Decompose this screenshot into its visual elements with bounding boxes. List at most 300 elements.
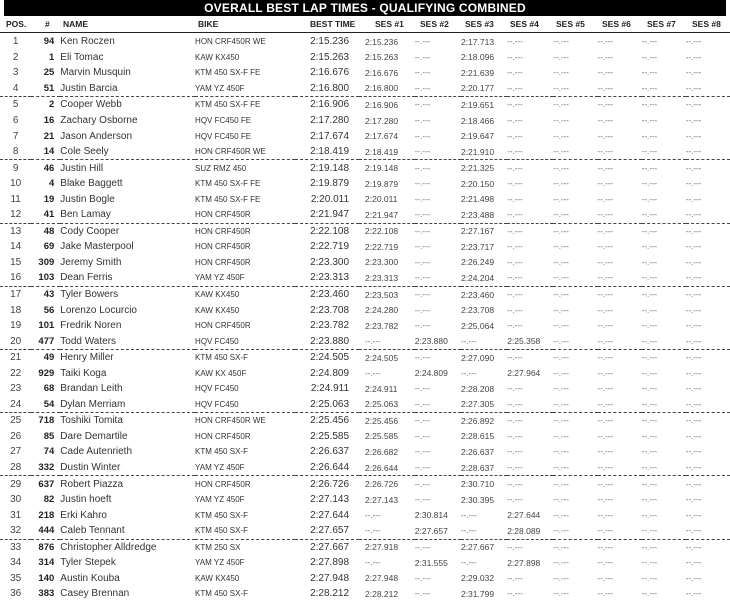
session-8-time: --.--- (685, 431, 702, 441)
session-8-time: --.--- (685, 179, 702, 189)
table-row (0, 302, 730, 318)
session-1-time: 2:16.800 (359, 81, 415, 97)
session-4-time: --.--- (507, 431, 523, 441)
session-6-time: --.--- (597, 163, 614, 173)
session-3-time: 2:19.651 (460, 99, 495, 110)
session-1-time: 2:27.948 (365, 573, 399, 584)
session-6-time: --.--- (597, 257, 614, 267)
session-8-time: --.--- (685, 290, 702, 300)
best-time: 2:22.108 (310, 225, 350, 237)
position: 27 (10, 446, 22, 458)
best-time: 2:24.505 (310, 352, 350, 364)
session-6-time: --.--- (597, 131, 614, 141)
session-3-time: 2:27.167 (460, 226, 495, 237)
col-header-name: NAME (63, 19, 89, 29)
position: 31 (10, 509, 22, 521)
bike: KTM 250 SX (195, 542, 241, 552)
session-4-time: --.--- (507, 226, 523, 236)
best-time: 2:19.879 (310, 178, 350, 190)
rider-name: Casey Brennan (60, 588, 130, 600)
best-time: 2:19.148 (310, 162, 350, 174)
rider-name: Dare Demartile (60, 430, 128, 442)
rider-name: Zachary Osborne (60, 115, 138, 126)
session-5-time: --.--- (553, 131, 569, 141)
position: 34 (10, 557, 22, 569)
best-time: 2:16.906 (310, 99, 350, 111)
session-3-time: --.--- (460, 368, 477, 378)
table-row (0, 413, 730, 429)
session-5-time: --.--- (553, 431, 569, 441)
position: 5 (12, 99, 19, 111)
session-2-time: --.--- (415, 460, 461, 476)
session-5-time: --.--- (553, 144, 597, 160)
session-3-time: 2:23.708 (460, 305, 495, 316)
session-6-time: --.--- (597, 116, 614, 125)
session-7-time: --.--- (641, 194, 658, 204)
session-5-time: --.--- (553, 384, 569, 394)
session-1-time: --.--- (359, 523, 415, 539)
rider-number: 1 (48, 51, 55, 63)
session-5-time: --.--- (553, 416, 569, 426)
session-3-time: --.--- (460, 510, 477, 520)
position: 16 (0, 270, 31, 286)
session-4-time: --.--- (507, 68, 523, 78)
bike: KTM 450 SX-F (195, 523, 295, 539)
rider-number: 43 (43, 289, 55, 301)
session-2-time: --.--- (414, 573, 431, 583)
table-row (0, 586, 730, 602)
rider-name: Taiki Koga (60, 367, 107, 379)
session-6-time: --.--- (597, 194, 614, 204)
session-6-time: --.--- (597, 368, 614, 378)
session-5-time: --.--- (553, 116, 569, 125)
rider-name: Caleb Tennant (60, 523, 195, 539)
session-8-time: --.--- (685, 52, 702, 62)
session-2-time: --.--- (414, 116, 431, 125)
session-1-time: --.--- (365, 510, 381, 520)
session-7-time: --.--- (641, 589, 658, 599)
best-time: 2:18.419 (295, 144, 359, 160)
bike: KTM 450 SX-F FE (195, 68, 261, 78)
table-row (0, 555, 730, 571)
bike: KAW KX450 (195, 52, 240, 62)
table-row (0, 333, 730, 349)
session-6-time: --.--- (598, 270, 642, 286)
session-7-time: --.--- (641, 37, 658, 47)
session-6-time: --.--- (597, 558, 614, 568)
session-1-time: 2:17.280 (365, 115, 399, 126)
session-5-time: --.--- (553, 589, 569, 599)
best-time: 2:27.948 (310, 572, 350, 584)
session-2-time: --.--- (414, 384, 431, 394)
session-2-time: --.--- (415, 397, 461, 413)
table-row (0, 492, 730, 508)
session-3-time: 2:31.799 (460, 588, 495, 599)
session-2-time: --.--- (414, 495, 431, 505)
session-6-time: --.--- (598, 333, 642, 349)
session-8-time: --.--- (685, 116, 702, 125)
session-7-time: --.--- (641, 321, 658, 331)
session-4-time: --.--- (507, 144, 553, 160)
session-2-time: --.--- (414, 194, 431, 204)
bike: HON CRF450R (195, 431, 251, 441)
bike: YAM YZ 450F (195, 270, 295, 286)
session-6-time: --.--- (598, 207, 642, 223)
rider-number: 74 (43, 446, 55, 458)
session-8-time: --.--- (685, 510, 702, 520)
session-5-time: --.--- (553, 523, 597, 539)
table-row (0, 381, 730, 397)
session-2-time: --.--- (414, 479, 431, 489)
session-8-time: --.--- (686, 333, 730, 349)
position: 6 (12, 115, 19, 126)
rider-name: Christopher Alldredge (60, 541, 157, 553)
rider-number: 218 (38, 509, 55, 521)
position: 3 (12, 67, 19, 79)
session-7-time: --.--- (641, 68, 658, 78)
rider-number: 140 (38, 572, 55, 584)
session-8-time: --.--- (685, 242, 702, 252)
session-2-time: --.--- (414, 589, 431, 599)
session-2-time: --.--- (415, 270, 461, 286)
session-7-time: --.--- (641, 52, 658, 62)
session-6-time: --.--- (598, 144, 642, 160)
session-1-time: 2:16.906 (365, 99, 399, 110)
session-5-time: --.--- (553, 542, 569, 552)
table-row (0, 318, 730, 334)
bike: YAM YZ 450F (195, 81, 295, 97)
best-time: 2:23.708 (310, 304, 350, 316)
session-5-time: --.--- (553, 37, 569, 47)
session-1-time: 2:18.419 (359, 144, 415, 160)
session-7-time: --.--- (641, 257, 658, 267)
best-time: 2:16.800 (295, 81, 359, 97)
table-row (0, 191, 730, 207)
session-1-time: 2:17.674 (365, 131, 399, 142)
session-6-time: --.--- (598, 81, 642, 97)
session-2-time: --.--- (415, 207, 461, 223)
rider-number: 4 (48, 178, 55, 190)
rider-name: Justin Barcia (60, 81, 195, 97)
rider-number: 46 (43, 162, 55, 174)
bike: KTM 450 SX-F FE (195, 179, 261, 189)
session-7-time: --.--- (642, 81, 686, 97)
rider-name: Dean Ferris (60, 270, 195, 286)
session-3-time: 2:30.710 (460, 479, 495, 490)
session-8-time: --.--- (686, 270, 730, 286)
rider-number: 25 (43, 67, 55, 79)
session-5-time: --.--- (553, 573, 569, 583)
col-header-ses3: SES #3 (465, 19, 494, 29)
session-4-time: --.--- (507, 194, 523, 204)
session-5-time: --.--- (553, 257, 569, 267)
rider-number: 49 (43, 352, 55, 364)
session-6-time: --.--- (597, 495, 614, 505)
bike: KAW KX 450F (195, 368, 247, 378)
session-3-time: 2:27.667 (460, 542, 495, 553)
session-4-time: --.--- (507, 100, 523, 110)
session-6-time: --.--- (597, 447, 614, 457)
session-4-time: --.--- (507, 460, 553, 476)
session-7-time: --.--- (641, 163, 658, 173)
rider-number: 56 (43, 304, 55, 316)
col-header-bike: BIKE (198, 19, 219, 29)
session-4-time: --.--- (507, 573, 523, 583)
session-4-time: --.--- (507, 416, 523, 426)
session-2-time: --.--- (414, 68, 431, 78)
session-2-time: --.--- (414, 353, 431, 363)
session-3-time: 2:23.717 (460, 241, 495, 252)
session-4-time: --.--- (507, 179, 523, 189)
rider-name: Todd Waters (60, 333, 195, 349)
best-time: 2:17.280 (310, 115, 350, 126)
col-header-ses8: SES #8 (692, 19, 721, 29)
session-3-time: 2:18.466 (460, 115, 495, 126)
rider-number: 309 (38, 256, 55, 268)
lap-times-table (0, 34, 730, 602)
column-header-row (0, 18, 730, 33)
session-5-time: --.--- (553, 270, 597, 286)
table-row (0, 176, 730, 192)
session-7-time: --.--- (641, 495, 658, 505)
session-5-time: --.--- (553, 290, 569, 300)
best-time: 2:24.911 (310, 383, 350, 395)
session-6-time: --.--- (598, 523, 642, 539)
session-2-time: 2:24.809 (414, 368, 448, 379)
rider-name: Dustin Winter (60, 460, 195, 476)
session-6-time: --.--- (597, 321, 614, 331)
best-time: 2:27.143 (310, 494, 350, 506)
best-time: 2:27.644 (310, 509, 350, 521)
best-time: 2:27.667 (310, 541, 350, 553)
bike: HON CRF450R WE (195, 416, 266, 426)
table-row (0, 160, 730, 176)
session-1-time: 2:23.313 (359, 270, 415, 286)
bike: HON CRF450R (195, 242, 251, 252)
table-row (0, 65, 730, 81)
position: 25 (10, 415, 22, 427)
session-7-time: --.--- (641, 116, 658, 125)
session-7-time: --.--- (641, 353, 658, 363)
bike: YAM YZ 450F (195, 460, 295, 476)
rider-number: 332 (31, 460, 60, 476)
session-4-time: --.--- (507, 495, 523, 505)
position: 32 (0, 523, 31, 539)
rider-name: Jason Anderson (60, 130, 132, 142)
bike: HON CRF450R (195, 207, 295, 223)
session-4-time: --.--- (507, 353, 523, 363)
session-7-time: --.--- (641, 131, 658, 141)
position: 8 (0, 144, 31, 160)
bike: HON CRF450R WE (195, 144, 295, 160)
best-time: 2:28.212 (310, 588, 350, 600)
rider-number: 16 (43, 115, 55, 126)
session-6-time: --.--- (597, 479, 614, 489)
rider-number: 85 (43, 430, 55, 442)
session-5-time: --.--- (553, 100, 569, 110)
session-1-time: 2:21.947 (359, 207, 415, 223)
session-1-time: 2:27.143 (365, 494, 399, 505)
bike: HQV FC450 FE (195, 116, 252, 125)
table-row (0, 539, 730, 555)
table-row (0, 507, 730, 523)
table-row (0, 207, 730, 223)
session-5-time: --.--- (553, 321, 569, 331)
session-3-time: 2:20.177 (461, 81, 507, 97)
table-row (0, 128, 730, 144)
session-2-time: --.--- (415, 144, 461, 160)
session-8-time: --.--- (686, 397, 730, 413)
session-4-time: --.--- (507, 589, 523, 599)
table-row (0, 397, 730, 413)
best-time: 2:20.011 (310, 193, 350, 205)
best-time: 2:21.947 (295, 207, 359, 223)
rider-name: Eli Tomac (60, 51, 104, 63)
table-body (0, 34, 730, 602)
rider-number: 19 (43, 193, 55, 205)
position: 7 (12, 130, 19, 142)
best-time: 2:23.782 (310, 320, 350, 332)
position: 10 (10, 178, 22, 190)
best-time: 2:23.313 (295, 270, 359, 286)
rider-number: 51 (31, 81, 60, 97)
rider-name: Cole Seely (60, 144, 195, 160)
bike: KTM 450 SX-F (195, 353, 248, 363)
session-5-time: --.--- (553, 368, 569, 378)
session-7-time: --.--- (642, 270, 686, 286)
table-row (0, 255, 730, 271)
session-2-time: --.--- (415, 81, 461, 97)
session-8-time: --.--- (685, 589, 702, 599)
table-row (0, 349, 730, 365)
session-2-time: --.--- (414, 226, 431, 236)
session-7-time: --.--- (641, 416, 658, 426)
position: 13 (10, 225, 22, 237)
session-1-time: 2:25.456 (365, 415, 399, 426)
best-time: 2:25.585 (310, 430, 350, 442)
session-7-time: --.--- (642, 460, 686, 476)
session-3-time: 2:21.325 (460, 163, 495, 174)
session-3-time: --.--- (461, 523, 507, 539)
session-5-time: --.--- (553, 179, 569, 189)
position: 1 (12, 36, 19, 48)
rider-name: Justin hoeft (60, 494, 112, 506)
session-3-time: 2:28.208 (460, 383, 495, 394)
session-5-time: --.--- (553, 460, 597, 476)
session-7-time: --.--- (641, 558, 658, 568)
session-2-time: --.--- (414, 100, 431, 110)
session-2-time: --.--- (414, 542, 431, 552)
session-2-time: --.--- (414, 416, 431, 426)
session-1-time: 2:15.236 (365, 36, 399, 47)
session-8-time: --.--- (685, 479, 702, 489)
rider-number: 69 (43, 241, 55, 253)
session-8-time: --.--- (685, 100, 702, 110)
session-7-time: --.--- (641, 542, 658, 552)
session-2-time: --.--- (414, 163, 431, 173)
col-header-ses7: SES #7 (647, 19, 676, 29)
session-3-time: 2:29.032 (460, 573, 495, 584)
col-header-pos: POS. (6, 19, 27, 29)
session-5-time: --.--- (553, 242, 569, 252)
rider-name: Henry Miller (60, 352, 114, 364)
best-time: 2:25.063 (295, 397, 359, 413)
bike: KTM 450 SX-F (195, 589, 248, 599)
session-1-time: 2:27.918 (365, 542, 399, 553)
best-time: 2:24.809 (310, 367, 350, 379)
best-time: 2:23.880 (295, 333, 359, 349)
session-3-time: 2:20.150 (460, 178, 495, 189)
session-4-time: --.--- (507, 257, 523, 267)
session-6-time: --.--- (597, 542, 614, 552)
session-4-time: --.--- (507, 479, 523, 489)
rider-number: 477 (31, 333, 60, 349)
rider-number: 54 (31, 397, 60, 413)
session-6-time: --.--- (597, 52, 614, 62)
session-4-time: --.--- (507, 242, 523, 252)
table-row (0, 286, 730, 302)
session-5-time: --.--- (553, 333, 597, 349)
session-2-time: --.--- (414, 431, 431, 441)
rider-name: Brandan Leith (60, 383, 123, 395)
session-3-time: 2:23.460 (460, 289, 495, 300)
table-row (0, 444, 730, 460)
rider-name: Dylan Merriam (60, 397, 195, 413)
table-row (0, 50, 730, 66)
bike: KTM 450 SX-F FE (195, 100, 261, 110)
position: 29 (10, 478, 22, 490)
position: 35 (10, 572, 22, 584)
best-time: 2:17.674 (310, 130, 350, 142)
session-8-time: --.--- (685, 558, 702, 568)
session-8-time: --.--- (686, 207, 730, 223)
position: 18 (10, 304, 22, 316)
session-7-time: --.--- (642, 207, 686, 223)
session-6-time: --.--- (597, 226, 614, 236)
col-header-ses4: SES #4 (510, 19, 539, 29)
rider-number: 82 (43, 494, 55, 506)
session-5-time: --.--- (553, 479, 569, 489)
session-4-time: 2:27.964 (507, 368, 541, 379)
session-4-time: --.--- (507, 270, 553, 286)
table-row (0, 34, 730, 50)
session-7-time: --.--- (642, 397, 686, 413)
report-title: OVERALL BEST LAP TIMES - QUALIFYING COMBINED (4, 0, 726, 16)
bike: HQV FC450 (195, 333, 295, 349)
session-7-time: --.--- (641, 447, 658, 457)
session-7-time: --.--- (641, 431, 658, 441)
session-3-time: 2:27.305 (461, 397, 507, 413)
table-row (0, 239, 730, 255)
session-4-time: --.--- (507, 321, 523, 331)
session-2-time: --.--- (414, 179, 431, 189)
session-7-time: --.--- (642, 144, 686, 160)
session-8-time: --.--- (686, 460, 730, 476)
session-7-time: --.--- (641, 179, 658, 189)
session-5-time: --.--- (553, 510, 569, 520)
session-7-time: --.--- (641, 384, 658, 394)
position: 14 (10, 241, 22, 253)
session-8-time: --.--- (686, 144, 730, 160)
session-5-time: --.--- (553, 163, 569, 173)
best-time: 2:25.456 (310, 415, 350, 427)
position: 26 (10, 430, 22, 442)
session-3-time: --.--- (461, 333, 507, 349)
rider-name: Cooper Webb (60, 99, 122, 111)
bike: KAW KX450 (195, 305, 240, 315)
session-2-time: --.--- (414, 290, 431, 300)
position: 33 (10, 541, 22, 553)
